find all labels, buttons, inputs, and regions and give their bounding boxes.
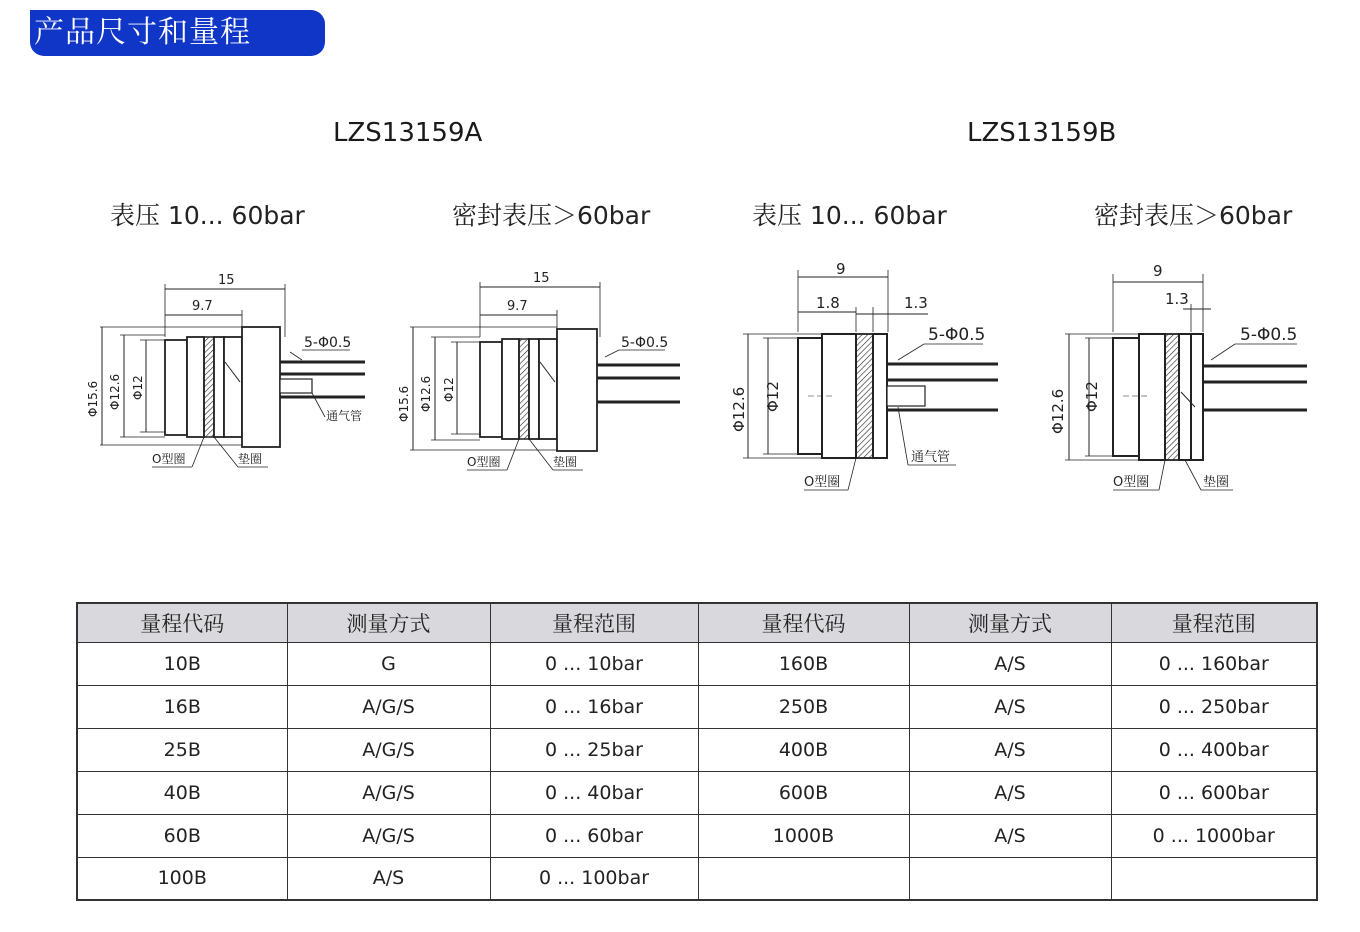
gasket-label: 垫圈	[1203, 475, 1230, 490]
cell-measurement-type: A/S	[909, 814, 1111, 857]
cell-measurement-type: A/G/S	[287, 814, 490, 857]
drawing-a-sealed	[395, 262, 695, 482]
dim-9-label: 9	[1153, 262, 1163, 280]
cell-range-code: 10B	[77, 642, 287, 685]
drawing-a-gauge	[80, 262, 380, 482]
cell-range-code: 600B	[698, 771, 909, 814]
variant-label-a-sealed: 密封表压＞60bar	[452, 201, 651, 230]
model-title-b: LZS13159B	[967, 118, 1117, 148]
dim-1-3-label: 1.3	[904, 294, 928, 312]
o-ring-label: O型圈	[1113, 475, 1150, 490]
variant-label-b-sealed: 密封表压＞60bar	[1094, 201, 1293, 230]
header-range-code: 量程代码	[698, 603, 909, 642]
gasket-label: 垫圈	[553, 455, 578, 469]
cell-range: 0 ... 250bar	[1111, 685, 1317, 728]
header-range: 量程范围	[1111, 603, 1317, 642]
cell-measurement-type: A/S	[909, 771, 1111, 814]
dia-12-label: Φ12	[131, 375, 145, 400]
cell-range	[1111, 857, 1317, 900]
dia-15-6-label: Φ15.6	[397, 385, 411, 422]
vent-tube-label: 通气管	[326, 409, 363, 423]
cell-range-code: 250B	[698, 685, 909, 728]
table-header-row	[77, 603, 1317, 642]
dim-1-8-label: 1.8	[816, 294, 840, 312]
dim-9-7-label: 9.7	[507, 299, 528, 314]
table-row	[77, 642, 1317, 685]
dim-15-label: 15	[533, 271, 550, 286]
dim-9-7-label: 9.7	[192, 299, 213, 314]
cell-measurement-type: A/S	[909, 685, 1111, 728]
cell-measurement-type: A/S	[909, 728, 1111, 771]
cell-range: 0 ... 100bar	[490, 857, 698, 900]
cell-measurement-type: A/G/S	[287, 771, 490, 814]
cell-range-code: 40B	[77, 771, 287, 814]
cell-range-code: 400B	[698, 728, 909, 771]
cell-range: 0 ... 10bar	[490, 642, 698, 685]
drawing-b-gauge	[718, 252, 1008, 497]
cell-measurement-type	[909, 857, 1111, 900]
cell-range-code: 60B	[77, 814, 287, 857]
dia-15-6-label: Φ15.6	[86, 380, 100, 417]
pins-label: 5-Φ0.5	[304, 335, 352, 351]
pins-label: 5-Φ0.5	[1240, 325, 1298, 345]
cell-range-code	[698, 857, 909, 900]
o-ring-label: O型圈	[467, 455, 501, 469]
header-measurement-type: 测量方式	[287, 603, 490, 642]
pins-label: 5-Φ0.5	[621, 335, 669, 351]
header-range: 量程范围	[490, 603, 698, 642]
table-row	[77, 857, 1317, 900]
o-ring-label: O型圈	[152, 452, 186, 466]
cell-range-code: 160B	[698, 642, 909, 685]
header-range-code: 量程代码	[77, 603, 287, 642]
table-row	[77, 771, 1317, 814]
cell-range-code: 25B	[77, 728, 287, 771]
dia-12-label: Φ12	[1083, 381, 1101, 412]
cell-range: 0 ... 400bar	[1111, 728, 1317, 771]
drawing-b-sealed	[1035, 252, 1325, 497]
cell-measurement-type: A/G/S	[287, 728, 490, 771]
cell-range: 0 ... 1000bar	[1111, 814, 1317, 857]
dia-12-6-label: Φ12.6	[1049, 388, 1067, 434]
cell-range: 0 ... 40bar	[490, 771, 698, 814]
gasket-label: 垫圈	[238, 452, 263, 466]
cell-range-code: 16B	[77, 685, 287, 728]
dim-15-label: 15	[218, 273, 235, 288]
cell-measurement-type: A/S	[909, 642, 1111, 685]
pins-label: 5-Φ0.5	[928, 325, 986, 345]
variant-label-a-gauge: 表压 10... 60bar	[110, 201, 305, 230]
dia-12-6-label: Φ12.6	[730, 386, 748, 432]
dia-12-6-label: Φ12.6	[419, 375, 433, 412]
cell-range: 0 ... 16bar	[490, 685, 698, 728]
table-row	[77, 685, 1317, 728]
cell-range: 0 ... 60bar	[490, 814, 698, 857]
cell-range: 0 ... 25bar	[490, 728, 698, 771]
cell-range: 0 ... 160bar	[1111, 642, 1317, 685]
section-title: 产品尺寸和量程	[30, 10, 325, 56]
dia-12-label: Φ12	[764, 381, 782, 412]
header-measurement-type: 测量方式	[909, 603, 1111, 642]
table-row	[77, 814, 1317, 857]
vent-tube-label: 通气管	[911, 450, 951, 465]
table-row	[77, 728, 1317, 771]
o-ring-label: O型圈	[804, 475, 841, 490]
cell-measurement-type: G	[287, 642, 490, 685]
variant-label-b-gauge: 表压 10... 60bar	[752, 201, 947, 230]
cell-measurement-type: A/G/S	[287, 685, 490, 728]
dia-12-6-label: Φ12.6	[108, 373, 122, 410]
range-spec-table	[76, 602, 1318, 901]
cell-range-code: 1000B	[698, 814, 909, 857]
dia-12-label: Φ12	[442, 377, 456, 402]
dim-1-3-label: 1.3	[1165, 290, 1189, 308]
cell-range-code: 100B	[77, 857, 287, 900]
cell-range: 0 ... 600bar	[1111, 771, 1317, 814]
cell-measurement-type: A/S	[287, 857, 490, 900]
dim-9-label: 9	[836, 260, 846, 278]
model-title-a: LZS13159A	[333, 118, 483, 148]
